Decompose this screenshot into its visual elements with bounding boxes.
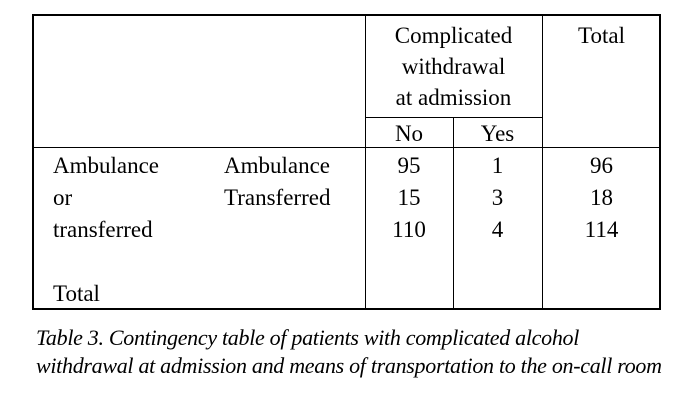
cell-yes: 3: [491, 185, 504, 210]
cell-total: 114: [584, 217, 619, 242]
cell-yes: 1: [491, 153, 504, 178]
cell-no: 95: [397, 153, 421, 178]
cell-no: 110: [392, 217, 426, 242]
row-label: Transferred: [224, 185, 331, 210]
cell-no: 15: [397, 185, 421, 210]
header-yes: Yes: [480, 121, 515, 146]
row-label: Ambulance: [224, 153, 331, 178]
row-group-line: Ambulance: [53, 153, 160, 178]
row-total-label: Total: [53, 281, 100, 306]
header-group-line: at admission: [395, 85, 512, 110]
row-group-label: [53, 150, 159, 246]
row-group-line: or: [53, 185, 73, 210]
cell-total: 18: [590, 185, 613, 210]
row-group-line: transferred: [53, 217, 153, 242]
header-group-line: withdrawal: [401, 54, 506, 79]
header-group-line: Complicated: [394, 23, 513, 48]
cell-yes: 4: [491, 217, 504, 242]
header-group-label: [365, 20, 542, 113]
header-no: No: [394, 121, 424, 146]
contingency-table: [32, 14, 661, 310]
header-total: Total: [578, 23, 625, 48]
table-caption: Table 3. Contingency table of patients with complicated alcohol withdrawal at admission and means of transportation to the on-call room: [36, 325, 662, 378]
cell-total: 96: [590, 153, 613, 178]
header-divider: [34, 147, 659, 148]
